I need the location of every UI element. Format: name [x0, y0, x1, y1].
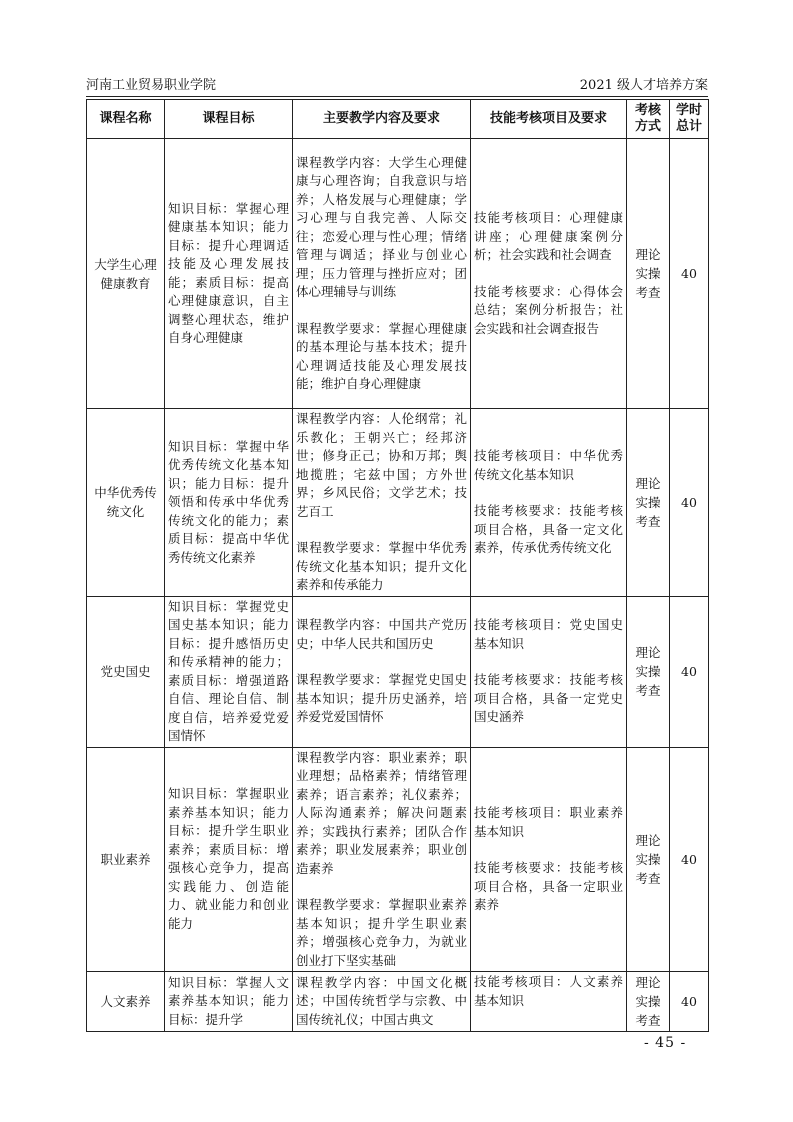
teaching-content-cell	[293, 972, 471, 1032]
header-cell-course-name: 课程名称	[87, 100, 165, 139]
assessment-method: 理论实操考查	[627, 972, 670, 1032]
header-cell-assessment-method: 考核方式	[627, 100, 670, 139]
table-row	[87, 139, 709, 409]
skill-assessment-requirement: 技能考核要求：心得体会总结；案例分析报告；社会实践和社会调查报告	[474, 283, 623, 336]
document-title: 2021 级人才培养方案	[579, 78, 708, 93]
course-name: 人文素养	[87, 972, 165, 1032]
assessment-method: 理论实操考查	[627, 139, 670, 409]
table-row	[87, 972, 709, 1032]
assessment-method: 理论实操考查	[627, 409, 670, 597]
teaching-content: 课程教学内容：人伦纲常；礼乐教化；王朝兴亡；经邦济世；修身正己；协和万邦；舆地揽胜；宅兹中国；方外世界；乡风民俗；文学艺术；技艺百工	[296, 411, 467, 519]
table-header-row	[87, 100, 709, 139]
skill-assessment-requirement: 技能考核要求：技能考核项目合格，具备一定文化素养，传承优秀传统文化	[474, 503, 623, 555]
table-row	[87, 409, 709, 597]
header-cell-skill-assessment: 技能考核项目及要求	[471, 100, 627, 139]
course-goal: 知识目标：掌握职业素养基本知识；能力目标：提升学生职业素养；素质目标：增强核心竞争力，提高实践能力、创造能力、就业能力和创业能力	[165, 747, 293, 972]
course-goal: 知识目标：掌握心理健康基本知识；能力目标：提升心理调适技能及心理发展技能；素质目标：提高心理健康意识，自主调整心理状态，维护自身心理健康	[165, 139, 293, 409]
total-hours: 40	[670, 596, 709, 747]
page-number: - 45 -	[644, 1035, 687, 1051]
header-rule	[86, 96, 708, 97]
header-cell-teaching-content: 主要教学内容及要求	[293, 100, 471, 139]
course-name: 大学生心理健康教育	[87, 139, 165, 409]
header-cell-total-hours: 学时总计	[670, 100, 709, 139]
skill-assessment-item: 技能考核项目：心理健康讲座；心理健康案例分析；社会实践和社会调查	[474, 210, 623, 262]
skill-assessment-requirement: 技能考核要求：技能考核项目合格，具备一定党史国史涵养	[474, 672, 623, 725]
assessment-method: 理论实操考查	[627, 747, 670, 972]
course-goal: 知识目标：掌握人文素养基本知识；能力目标：提升学	[165, 972, 293, 1032]
total-hours: 40	[670, 139, 709, 409]
skill-assessment-item: 技能考核项目：党史国史基本知识	[474, 617, 623, 651]
teaching-requirement: 课程教学要求：掌握党史国史基本知识；提升历史涵养，培养爱党爱国情怀	[296, 672, 467, 725]
course-name: 职业素养	[87, 747, 165, 972]
course-goal: 知识目标：掌握党史国史基本知识；能力目标：提升感悟历史和传承精神的能力；素质目标：增强道路自信、理论自信、制度自信，培养爱党爱国情怀	[165, 596, 293, 747]
teaching-content: 课程教学内容：中国共产党历史；中华人民共和国历史	[296, 617, 467, 651]
teaching-requirement: 课程教学要求：掌握心理健康的基本理论与基本技术；提升心理调适技能及心理发展技能；维护自身心理健康	[296, 320, 467, 391]
skill-assessment-cell	[471, 596, 627, 747]
skill-assessment-cell	[471, 409, 627, 597]
table-row	[87, 596, 709, 747]
skill-assessment-cell	[471, 972, 627, 1032]
skill-assessment-cell	[471, 747, 627, 972]
page-header	[86, 78, 708, 96]
skill-assessment-item: 技能考核项目：人文素养基本知识	[474, 974, 623, 1008]
teaching-content-cell	[293, 747, 471, 972]
skill-assessment-item: 技能考核项目：职业素养基本知识	[474, 805, 623, 839]
teaching-content: 课程教学内容：大学生心理健康与心理咨询；自我意识与培养；人格发展与心理健康；学习心理与自我完善、人际交往；恋爱心理与性心理；情绪管理与调适；择业与创业心理；压力管理与挫折应对；团体心理辅导与训练	[296, 154, 467, 299]
school-name: 河南工业贸易职业学院	[86, 78, 217, 93]
teaching-requirement: 课程教学要求：掌握中华优秀传统文化基本知识；提升文化素养和传承能力	[296, 540, 467, 592]
total-hours: 40	[670, 747, 709, 972]
teaching-content-cell	[293, 139, 471, 409]
teaching-content-cell	[293, 596, 471, 747]
table-row	[87, 747, 709, 972]
header-cell-course-goal: 课程目标	[165, 100, 293, 139]
teaching-content: 课程教学内容：职业素养；职业理想；品格素养；情绪管理素养；语言素养；礼仪素养；人际沟通素养；解决问题素养；实践执行素养；团队合作素养；职业发展素养；职业创造素养	[296, 749, 467, 876]
course-goal: 知识目标：掌握中华优秀传统文化基本知识；能力目标：提升领悟和传承中华优秀传统文化的能力；素质目标：提高中华优秀传统文化素养	[165, 409, 293, 597]
course-name: 党史国史	[87, 596, 165, 747]
skill-assessment-item: 技能考核项目：中华优秀传统文化基本知识	[474, 448, 623, 482]
course-name: 中华优秀传统文化	[87, 409, 165, 597]
teaching-content-cell	[293, 409, 471, 597]
skill-assessment-requirement: 技能考核要求：技能考核项目合格，具备一定职业素养	[474, 860, 623, 912]
total-hours: 40	[670, 409, 709, 597]
skill-assessment-cell	[471, 139, 627, 409]
teaching-content: 课程教学内容：中国文化概述；中国传统哲学与宗教、中国传统礼仪；中国古典文	[296, 974, 467, 1027]
assessment-method: 理论实操考查	[627, 596, 670, 747]
course-table	[86, 99, 709, 1032]
total-hours: 40	[670, 972, 709, 1032]
teaching-requirement: 课程教学要求：掌握职业素养基本知识；提升学生职业素养；增强核心竞争力，为就业创业打下坚实基础	[296, 897, 467, 968]
